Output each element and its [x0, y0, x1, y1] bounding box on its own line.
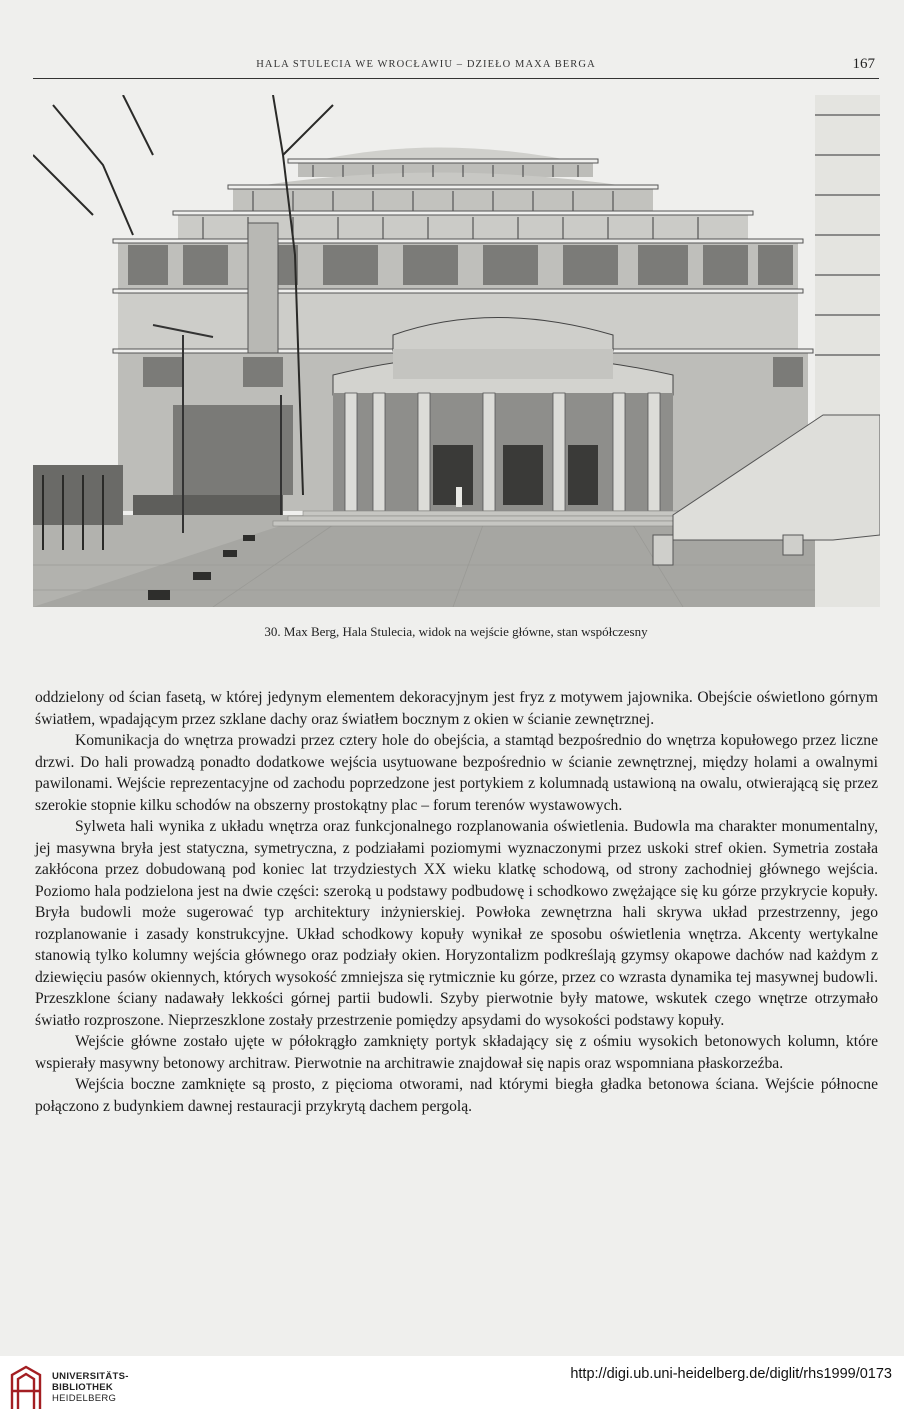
source-url-link[interactable]: http://digi.ub.uni-heidelberg.de/diglit/rhs1999/0173 — [570, 1366, 892, 1382]
figure-caption: 30. Max Berg, Hala Stulecia, widok na wejście główne, stan współczesny — [264, 624, 648, 639]
running-header — [33, 58, 879, 79]
paragraph: Wejścia boczne zamknięte są prosto, z pięcioma otworami, nad którymi biegła gładka betonowa ściana. Wejście północne połączono z budynkiem dawnej restauracji przykrytą dachem pergolą. — [35, 1076, 878, 1115]
running-title: HALA STULECIA WE WROCŁAWIU – DZIEŁO MAXA BERGA — [256, 59, 596, 70]
paragraph: oddzielony od ścian fasetą, w której jedynym elementem dekoracyjnym jest fryz z motywem jajownika. Obejście oświetlono górnym światłem, wpadającym przez szklane dachy oraz światłem bocznym z okien w ścianie zewnętrznej. — [35, 689, 878, 728]
paragraph: Sylweta hali wynika z układu wnętrza oraz funkcjonalnego rozplanowania oświetlenia. Budowla ma charakter monumentalny, jej masywna bryła jest statyczna, symetryczna, z podziałami poziomymi wyznaczonymi przez uskoki stref okien. Symetria została zakłócona przez dobudowaną pod koniec lat trzydziestych XX wieku klatkę schodową, od strony zachodniej głównego wejścia. Poziomo hala podzielona jest na dwie części: szeroką u podstawy podbudowę i schodkowo zwężające się ku górze przykrycie kopuły. Bryła budowli może sugerować typ architektury inżynierskiej. Powłoka zewnętrzna hali skrywa układ przestrzenny, jego rozplanowanie i zasady konstrukcyjne. Układ schodkowy kopuły wynikał ze sposobu oświetlenia wnętrza. Akcenty wertykalne stanowią tylko kolumny wejścia głównego oraz podziały okien. Horyzontalizm podkreślają gzymsy okapowe dachów nad każdym z dziewięciu pasów okiennych, których wysokość zmniejsza się rytmicznie ku górze, przez co wzrasta dynamika tej masywnej budowli. Przeszklone ściany nadawały lekkości górnej partii budowli. Szyby pierwotnie były matowe, wskutek czego wnętrze otrzymało światło rozproszone. Nieprzeszklone zostały przestrzenie pomiędzy apsydami do wysokości podstawy kopuły. — [35, 818, 878, 1029]
logo-line: UNIVERSITÄTS- — [52, 1371, 129, 1382]
figure-photo — [33, 95, 880, 607]
library-logo-text — [52, 1371, 129, 1404]
logo-line: BIBLIOTHEK — [52, 1382, 114, 1393]
logo-line: HEIDELBERG — [52, 1393, 117, 1404]
digitization-footer — [0, 1356, 904, 1421]
paragraph: Komunikacja do wnętrza prowadzi przez cztery hole do obejścia, a stamtąd bezpośrednio do wnętrza kopułowego przez liczne drzwi. Do hali prowadzą ponadto dodatkowe wejścia usytuowane bezpośrednio w ścianie zewnętrznej, między holami a owalnymi pawilonami. Wejście reprezentacyjne od zachodu poprzedzone jest portykiem z kolumnadą ustawioną na owalu, otwierającą się przez szerokie stopnie kilku schodów na obszerny prostokątny plac – forum terenów wystawowych. — [35, 732, 878, 814]
page-number: 167 — [852, 56, 875, 72]
paragraph: Wejście główne zostało ujęte w półokrągło zamknięty portyk składający się z ośmiu wysokich betonowych kolumn, które wspierały masywny betonowy architraw. Pierwotnie na architrawie znajdował się napis oraz wspomniana płaskorzeźba. — [35, 1033, 878, 1072]
body-text — [35, 687, 878, 1117]
library-logo-icon — [8, 1363, 44, 1413]
